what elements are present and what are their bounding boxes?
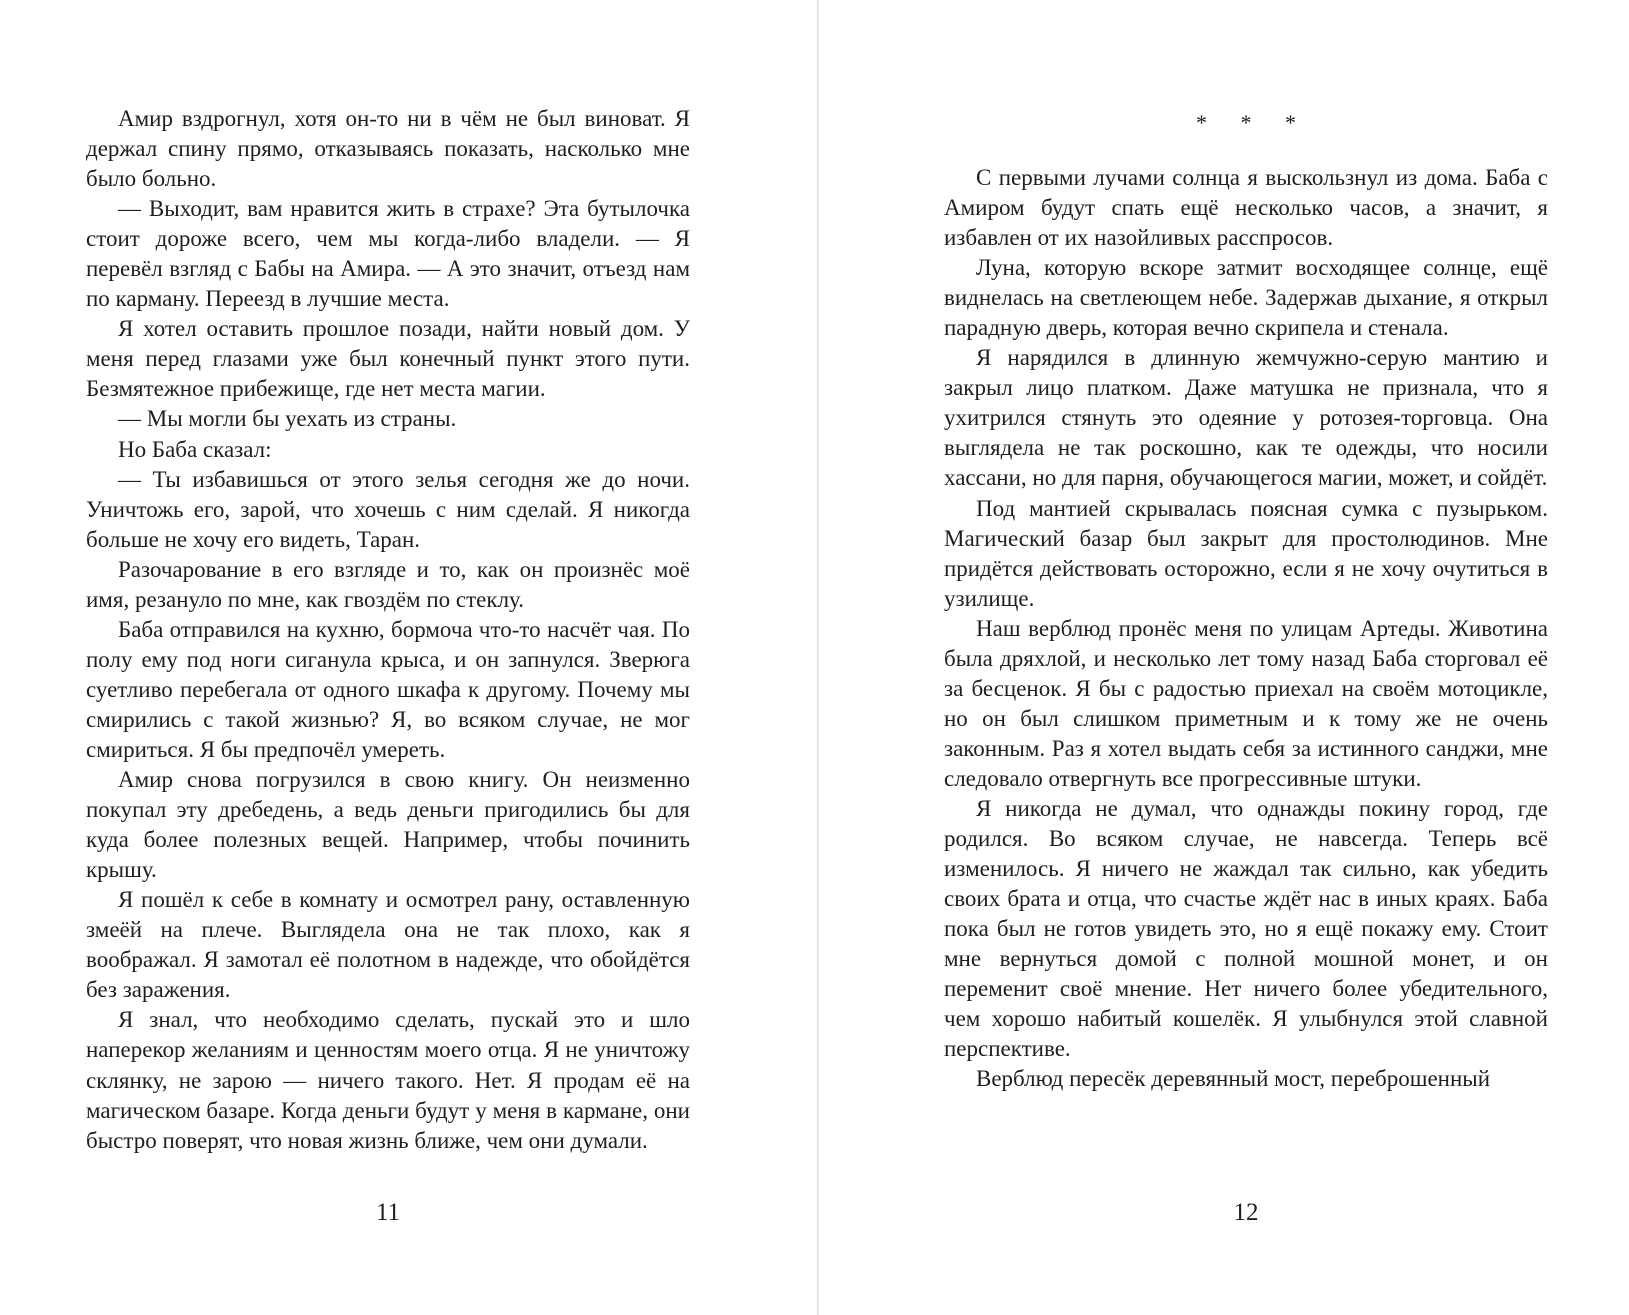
section-separator: * * * [1196,110,1310,135]
paragraph: Верблюд пересёк деревянный мост, переброшенный [976,1066,1491,1092]
paragraph: Разочарование в его взгляде и то, как он произнёс моё имя, резануло по мне, как гвоздём по стеклу. [86,556,690,612]
paragraph: — Ты избавишься от этого зелья сегодня же до ночи. Уничтожь его, зарой, что хочешь с ним сделай. Я никогда больше не хочу его видеть, Таран. [86,466,690,552]
left-page-body [86,104,690,1156]
paragraph: Но Баба сказал: [118,436,272,462]
paragraph: Я знал, что необходимо сделать, пускай это и шло наперекор желаниям и ценностям моего отца. Я не уничтожу склянку, не зарою — ничего такого. Нет. Я продам её на магическом базаре. Когда деньги будут у меня в кармане, они быстро поверят, что новая жизнь ближе, чем они думали. [86,1007,690,1153]
paragraph: Я хотел оставить прошлое позади, найти новый дом. У меня перед глазами уже был конечный пункт этого пути. Безмятежное прибежище, где нет места магии. [86,316,690,402]
left-page [86,0,690,1315]
right-page-body [944,163,1548,1094]
book-gutter [817,0,819,1315]
paragraph: — Выходит, вам нравится жить в страхе? Эта бутылочка стоит дороже всего, чем мы когда-либо владели. — Я перевёл взгляд с Бабы на Амира. — А это значит, отъезд нам по карману. Переезд в лучшие места. [86,196,690,312]
paragraph: Я никогда не думал, что однажды покину город, где родился. Во всяком случае, не навсегда. Теперь всё изменилось. Я ничего не жаждал так сильно, как убедить своих брата и отца, что счастье ждёт нас в иных краях. Баба пока был не готов увидеть это, но я ещё покажу ему. Стоит мне вернуться домой с полной мошной монет, и он переменит своё мнение. Нет ничего более убедительного, чем хорошо набитый кошелёк. Я улыбнулся этой славной перспективе. [944,795,1548,1062]
paragraph: Я пошёл к себе в комнату и осмотрел рану, оставленную змеёй на плече. Выглядела она не так плохо, как я воображал. Я замотал её полотном в надежде, что обойдётся без заражения. [86,887,690,1003]
paragraph: Амир снова погрузился в свою книгу. Он неизменно покупал эту дребедень, а ведь деньги пригодились бы для куда более полезных вещей. Например, чтобы починить крышу. [86,767,690,883]
paragraph: Баба отправился на кухню, бормоча что-то насчёт чая. По полу ему под ноги сиганула крыса, и он запнулся. Зверюга суетливо перебегала от одного шкафа к другому. Почему мы смирились с такой жизнью? Я, во всяком случае, не мог смириться. Я бы предпочёл умереть. [86,616,690,762]
page-number: 11 [375,1199,401,1226]
right-page [944,0,1548,1315]
paragraph: Наш верблюд пронёс меня по улицам Артеды. Животина была дряхлой, и несколько лет тому назад Баба сторговал её за бесценок. Я бы с радостью приехал на своём мотоцикле, но он был слишком приметным и к тому же не очень законным. Раз я хотел выдать себя за истинного санджи, мне следовало отвергнуть все прогрессивные штуки. [944,615,1548,791]
paragraph: Под мантией скрывалась поясная сумка с пузырьком. Магический базар был закрыт для простолюдинов. Мне придётся действовать осторожно, если я не хочу очутиться в узилище. [944,495,1548,611]
paragraph: С первыми лучами солнца я выскользнул из дома. Баба с Амиром будут спать ещё несколько часов, а значит, я избавлен от их назойливых расспросов. [944,165,1548,251]
paragraph: Я нарядился в длинную жемчужно-серую мантию и закрыл лицо платком. Даже матушка не признала, что я ухитрился стянуть это одеяние у ротозея-торговца. Она выглядела не так роскошно, как те одежды, что носили хассани, но для парня, обучающегося магии, может, и сойдёт. [944,345,1548,491]
paragraph: Амир вздрогнул, хотя он-то ни в чём не был виноват. Я держал спину прямо, отказываясь показать, насколько мне было больно. [86,106,690,192]
paragraph: — Мы могли бы уехать из страны. [118,406,457,432]
paragraph: Луна, которую вскоре затмит восходящее солнце, ещё виднелась на светлеющем небе. Задержав дыхание, я открыл парадную дверь, которая вечно скрипела и стенала. [944,255,1548,341]
page-number: 12 [1233,1199,1259,1226]
